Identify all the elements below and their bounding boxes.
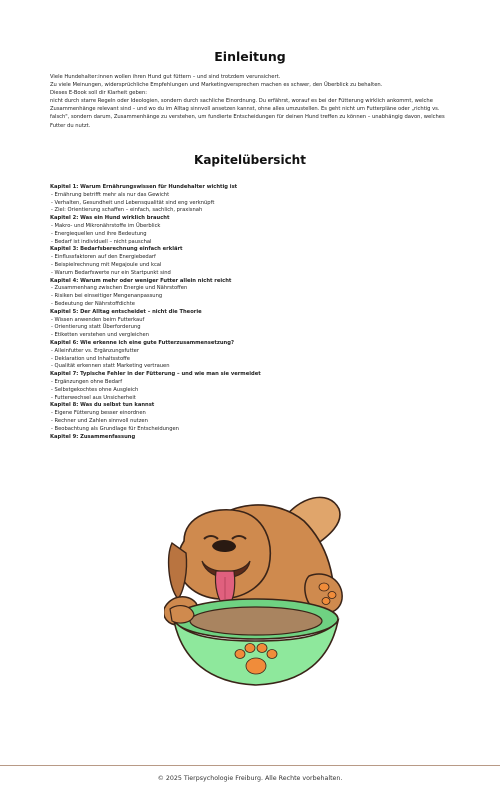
chapter-bullet: - Zusammenhang zwischen Energie und Nährstoffen — [51, 285, 188, 292]
chapter-bullet: - Bedeutung der Nährstoffdichte — [51, 300, 135, 307]
chapter-bullet: - Rechner und Zahlen sinnvoll nutzen — [51, 417, 148, 424]
toc-heading: Kapitelübersicht — [194, 153, 306, 167]
chapter-bullet: - Wissen anwenden beim Futterkauf — [51, 316, 145, 323]
chapter-bullet: - Orientierung statt Überforderung — [51, 324, 141, 331]
chapter-bullet: - Beobachtung als Grundlage für Entscheidungen — [51, 425, 179, 432]
chapter-heading: Kapitel 1: Warum Ernährungswissen für Hundehalter wichtig ist — [50, 184, 238, 190]
chapter-overview-list — [50, 184, 450, 441]
chapter-heading: Kapitel 8: Was du selbst tun kannst — [50, 402, 155, 409]
chapter-bullet: - Beispielrechnung mit Megajoule und kcal — [51, 261, 162, 268]
intro-heading: Einleitung — [214, 49, 286, 64]
chapter-bullet: - Risiken bei einseitiger Mengenanpassung — [51, 293, 163, 300]
chapter-heading: Kapitel 7: Typische Fehler in der Fütterung – und wie man sie vermeidet — [50, 371, 261, 378]
chapter-heading: Kapitel 9: Zusammenfassung — [50, 433, 136, 440]
chapter-bullet: - Deklaration und Inhaltsstoffe — [51, 355, 130, 362]
chapter-bullet: - Verhalten, Gesundheit und Lebensqualität sind eng verknüpft — [51, 199, 215, 206]
intro-text — [50, 73, 450, 130]
chapter-bullet: - Futterwechsel aus Unsicherheit — [51, 394, 136, 401]
chapter-heading: Kapitel 2: Was ein Hund wirklich braucht — [50, 215, 170, 222]
chapter-bullet: - Energiequellen und ihre Bedeutung — [51, 230, 147, 237]
chapter-bullet: - Einflussfaktoren auf den Energiebedarf — [51, 254, 156, 261]
chapter-bullet: - Eigene Fütterung besser einordnen — [51, 410, 146, 417]
chapter-bullet: - Bedarf ist individuell – nicht pauschal — [51, 238, 152, 245]
chapter-heading: Kapitel 3: Bedarfsberechnung einfach erklärt — [50, 246, 183, 253]
dog-eating-from-bowl-icon — [164, 491, 344, 709]
chapter-heading: Kapitel 5: Der Alltag entscheidet – nicht die Theorie — [50, 308, 202, 315]
intro-paragraph: Viele Hundehalter:innen wollen ihren Hund gut füttern – und sind trotzdem verunsichert. — [50, 74, 281, 80]
chapter-bullet: - Ergänzungen ohne Bedarf — [51, 378, 123, 385]
intro-paragraph: Dieses E-Book soll dir Klarheit geben: — [50, 90, 147, 97]
chapter-bullet: - Warum Bedarfswerte nur ein Startpunkt sind — [51, 269, 171, 276]
chapter-bullet: - Ziel: Orientierung schaffen – einfach, sachlich, praxisnah — [51, 207, 203, 214]
chapter-bullet: - Alleinfutter vs. Ergänzungsfutter — [51, 347, 139, 354]
chapter-heading: Kapitel 6: Wie erkenne ich eine gute Futterzusammensetzung? — [50, 339, 234, 346]
chapter-bullet: - Makro- und Mikronährstoffe im Überblick — [51, 222, 161, 229]
chapter-heading: Kapitel 4: Warum mehr oder weniger Futter allein nicht reicht — [50, 277, 232, 284]
chapter-bullet: - Selbstgekochtes ohne Ausgleich — [51, 386, 139, 393]
intro-paragraph: nicht durch starre Regeln oder Ideologien, sondern durch sachliche Einordnung. Du erfährst, worauf es bei der Fütterung wirklich ankommt, welche Zusammenhänge relevant sind – und wo du im Alltag sinnvoll ansetzen kannst, ohne alles umzustellen. Es geht nicht um Futterpläne oder „richtig vs. falsch", sondern darum, Zusammenhänge zu verstehen, um fundierte Entscheidungen für deinen Hund treffen zu können – unabhängig davon, welches Futter du nutzt. — [50, 98, 445, 129]
intro-paragraph: Zu viele Meinungen, widersprüchliche Empfehlungen und Marketingversprechen machen es schwer, den Überblick zu behalten. — [50, 82, 383, 89]
footer-divider — [0, 765, 500, 766]
chapter-bullet: - Etiketten verstehen und vergleichen — [51, 332, 150, 339]
chapter-bullet: - Ernährung betrifft mehr als nur das Gewicht — [51, 191, 170, 198]
chapter-bullet: - Qualität erkennen statt Marketing vertrauen — [51, 363, 170, 370]
footer-copyright: © 2025 Tierpsychologie Freiburg. Alle Rechte vorbehalten. — [157, 775, 343, 782]
